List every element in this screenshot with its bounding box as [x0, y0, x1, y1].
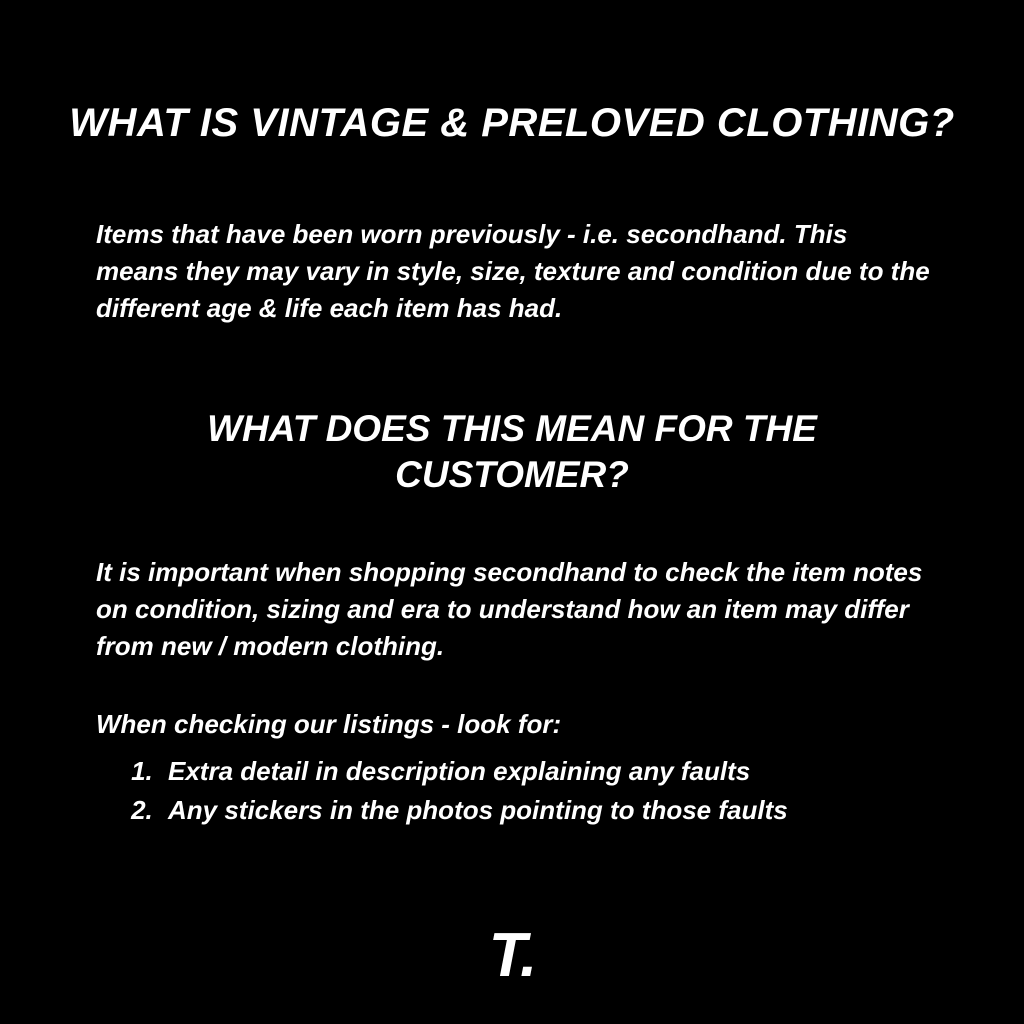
list-item: 2. Any stickers in the photos pointing to those faults: [160, 791, 980, 830]
brand-logo: T.: [488, 921, 536, 990]
look-for-list: [118, 752, 980, 830]
list-item: 1. Extra detail in description explaining any faults: [160, 752, 980, 791]
page-title: WHAT IS VINTAGE & PRELOVED CLOTHING?: [69, 100, 955, 145]
intro-paragraph: Items that have been worn previously - i.e. secondhand. This means they may vary in style, size, texture and condition due to the different age & life each item has had.: [96, 219, 930, 323]
advice-paragraph: It is important when shopping secondhand to check the item notes on condition, sizing and era to understand how an item may differ from new / modern clothing.: [96, 557, 923, 661]
look-for-paragraph: When checking our listings - look for:: [96, 709, 562, 739]
section-heading-customer: WHAT DOES THIS MEAN FOR THE CUSTOMER?: [207, 407, 817, 495]
